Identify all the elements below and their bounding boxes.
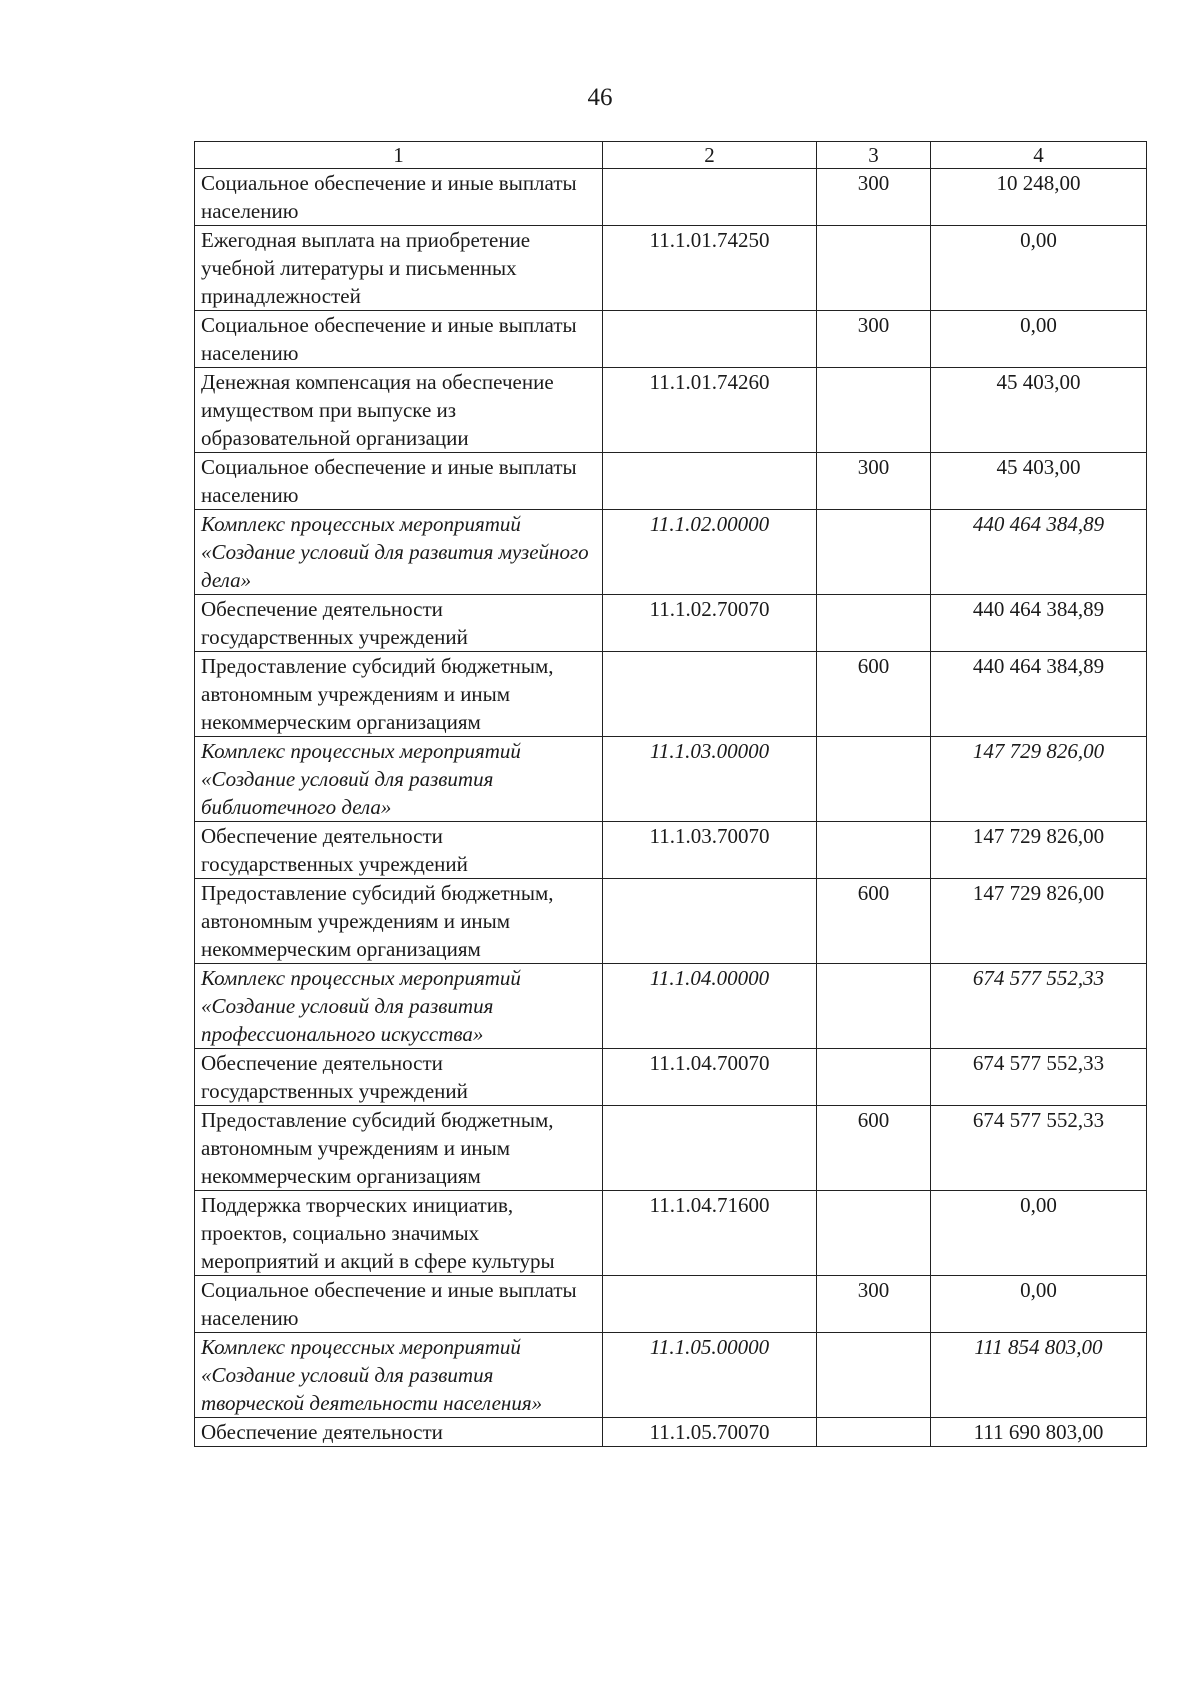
table-row <box>195 510 1147 595</box>
table-row <box>195 1106 1147 1191</box>
row-expense-type-cell: 600 <box>817 652 931 737</box>
row-amount-cell: 0,00 <box>931 311 1147 368</box>
row-code-cell: 11.1.03.00000 <box>603 737 817 822</box>
budget-table <box>194 141 1147 1447</box>
table-body <box>195 169 1147 1447</box>
row-code-cell <box>603 879 817 964</box>
row-name-cell: Комплекс процессных мероприятий «Создание условий для развития профессионального искусства» <box>195 964 603 1049</box>
row-name-cell: Предоставление субсидий бюджетным, автономным учреждениям и иным некоммерческим организациям <box>195 652 603 737</box>
row-expense-type-cell <box>817 1418 931 1447</box>
row-amount-cell: 45 403,00 <box>931 368 1147 453</box>
row-code-cell: 11.1.03.70070 <box>603 822 817 879</box>
row-expense-type-cell: 600 <box>817 879 931 964</box>
row-code-cell <box>603 1276 817 1333</box>
row-amount-cell: 111 854 803,00 <box>931 1333 1147 1418</box>
table-row <box>195 879 1147 964</box>
row-amount-cell: 674 577 552,33 <box>931 1049 1147 1106</box>
table-row <box>195 964 1147 1049</box>
column-header-3: 3 <box>817 142 931 169</box>
table-row <box>195 822 1147 879</box>
row-amount-cell: 147 729 826,00 <box>931 822 1147 879</box>
row-amount-cell: 440 464 384,89 <box>931 652 1147 737</box>
row-name-cell: Поддержка творческих инициатив, проектов, социально значимых мероприятий и акций в сфере культуры <box>195 1191 603 1276</box>
row-amount-cell: 0,00 <box>931 1276 1147 1333</box>
row-amount-cell: 111 690 803,00 <box>931 1418 1147 1447</box>
row-name-cell: Предоставление субсидий бюджетным, автономным учреждениям и иным некоммерческим организациям <box>195 1106 603 1191</box>
row-code-cell: 11.1.04.70070 <box>603 1049 817 1106</box>
row-amount-cell: 147 729 826,00 <box>931 737 1147 822</box>
row-amount-cell: 0,00 <box>931 226 1147 311</box>
row-name-cell: Социальное обеспечение и иные выплаты населению <box>195 1276 603 1333</box>
row-name-cell: Комплекс процессных мероприятий «Создание условий для развития музейного дела» <box>195 510 603 595</box>
row-amount-cell: 0,00 <box>931 1191 1147 1276</box>
row-code-cell: 11.1.05.70070 <box>603 1418 817 1447</box>
row-code-cell <box>603 1106 817 1191</box>
row-expense-type-cell <box>817 595 931 652</box>
row-code-cell: 11.1.02.00000 <box>603 510 817 595</box>
row-amount-cell: 10 248,00 <box>931 169 1147 226</box>
row-code-cell: 11.1.01.74250 <box>603 226 817 311</box>
row-expense-type-cell: 300 <box>817 453 931 510</box>
row-code-cell: 11.1.04.71600 <box>603 1191 817 1276</box>
row-expense-type-cell <box>817 822 931 879</box>
table-row <box>195 1191 1147 1276</box>
table-header-row <box>195 142 1147 169</box>
row-expense-type-cell <box>817 226 931 311</box>
row-name-cell: Социальное обеспечение и иные выплаты населению <box>195 453 603 510</box>
row-code-cell <box>603 453 817 510</box>
column-header-2: 2 <box>603 142 817 169</box>
table-row <box>195 368 1147 453</box>
row-code-cell: 11.1.02.70070 <box>603 595 817 652</box>
table-row <box>195 1049 1147 1106</box>
row-name-cell: Обеспечение деятельности государственных учреждений <box>195 1049 603 1106</box>
row-name-cell: Денежная компенсация на обеспечение имуществом при выпуске из образовательной организации <box>195 368 603 453</box>
row-name-cell: Социальное обеспечение и иные выплаты населению <box>195 311 603 368</box>
row-name-cell: Обеспечение деятельности государственных учреждений <box>195 595 603 652</box>
row-expense-type-cell <box>817 964 931 1049</box>
row-code-cell <box>603 311 817 368</box>
column-header-1: 1 <box>195 142 603 169</box>
table-row <box>195 311 1147 368</box>
row-name-cell: Предоставление субсидий бюджетным, автономным учреждениям и иным некоммерческим организациям <box>195 879 603 964</box>
table-row <box>195 1333 1147 1418</box>
row-name-cell: Комплекс процессных мероприятий «Создание условий для развития творческой деятельности населения» <box>195 1333 603 1418</box>
column-header-4: 4 <box>931 142 1147 169</box>
row-code-cell <box>603 169 817 226</box>
table-row <box>195 169 1147 226</box>
row-name-cell: Комплекс процессных мероприятий «Создание условий для развития библиотечного дела» <box>195 737 603 822</box>
row-code-cell: 11.1.05.00000 <box>603 1333 817 1418</box>
row-amount-cell: 440 464 384,89 <box>931 510 1147 595</box>
table-row <box>195 1418 1147 1447</box>
row-amount-cell: 674 577 552,33 <box>931 1106 1147 1191</box>
row-expense-type-cell <box>817 737 931 822</box>
row-expense-type-cell <box>817 1049 931 1106</box>
table-row <box>195 737 1147 822</box>
table-row <box>195 652 1147 737</box>
table-row <box>195 595 1147 652</box>
row-expense-type-cell <box>817 368 931 453</box>
row-expense-type-cell <box>817 1333 931 1418</box>
row-name-cell: Ежегодная выплата на приобретение учебной литературы и письменных принадлежностей <box>195 226 603 311</box>
row-amount-cell: 440 464 384,89 <box>931 595 1147 652</box>
table-row <box>195 1276 1147 1333</box>
row-expense-type-cell: 300 <box>817 169 931 226</box>
row-code-cell: 11.1.04.00000 <box>603 964 817 1049</box>
page-number: 46 <box>587 84 613 111</box>
row-name-cell: Социальное обеспечение и иные выплаты населению <box>195 169 603 226</box>
table-row <box>195 226 1147 311</box>
row-expense-type-cell: 300 <box>817 1276 931 1333</box>
row-name-cell: Обеспечение деятельности <box>195 1418 603 1447</box>
row-expense-type-cell: 600 <box>817 1106 931 1191</box>
row-name-cell: Обеспечение деятельности государственных учреждений <box>195 822 603 879</box>
row-amount-cell: 147 729 826,00 <box>931 879 1147 964</box>
table-row <box>195 453 1147 510</box>
row-amount-cell: 674 577 552,33 <box>931 964 1147 1049</box>
row-code-cell: 11.1.01.74260 <box>603 368 817 453</box>
row-expense-type-cell <box>817 510 931 595</box>
row-code-cell <box>603 652 817 737</box>
row-expense-type-cell: 300 <box>817 311 931 368</box>
row-expense-type-cell <box>817 1191 931 1276</box>
row-amount-cell: 45 403,00 <box>931 453 1147 510</box>
